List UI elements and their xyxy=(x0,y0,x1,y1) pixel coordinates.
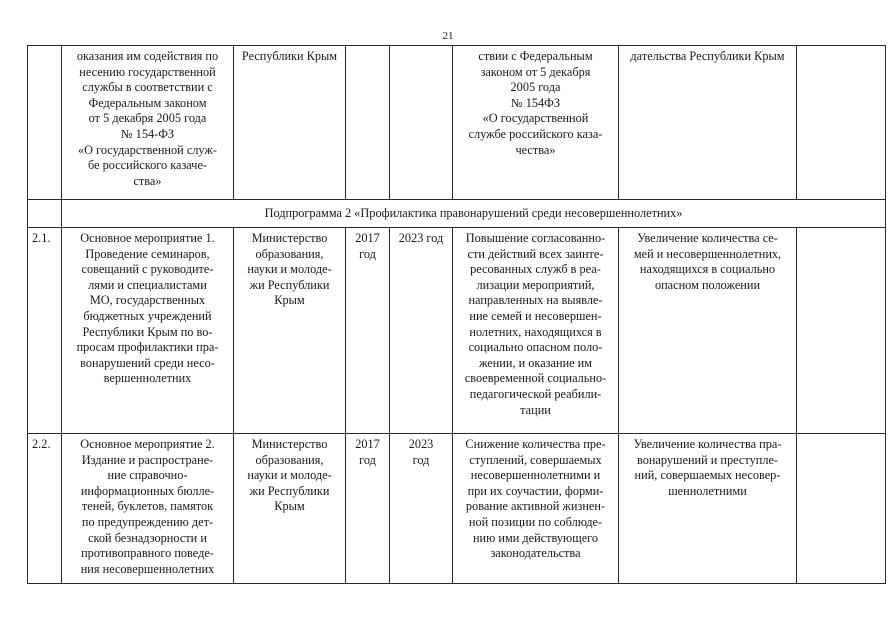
table-row xyxy=(28,228,886,434)
extra-cell xyxy=(797,434,886,584)
activity-cell: Основное мероприятие 2. Издание и распростране- ние справочно- информационных бюлле- теней, буклетов, памяток по предупреждению дет- ской безнадзорности и противоправного поведе- ния несовершеннолетних xyxy=(62,434,234,584)
subprogram-row xyxy=(28,200,886,228)
end-year-cell: 2023 год xyxy=(390,434,453,584)
row-number-cell: 2.2. xyxy=(28,434,62,584)
executor-cell: Министерство образования, науки и молоде- жи Республики Крым xyxy=(234,228,346,434)
indicator-cell: Увеличение количества се- мей и несовершеннолетних, находящихся в социально опасном положении xyxy=(619,228,797,434)
start-year-cell: 2017 год xyxy=(346,434,390,584)
result-cell: Повышение согласованно- сти действий всех заинте- ресованных служб в реа- лизации мероприятий, направленных на выявле- ние семей и несовершен- нолетних, находящихся в социально опасном поло- жении, и оказание им своевременной социально- педагогической реабили- тации xyxy=(453,228,619,434)
table-row xyxy=(28,434,886,584)
extra-cell xyxy=(797,46,886,200)
activity-cell: Основное мероприятие 1. Проведение семинаров, совещаний с руководите- лями и специалистами МО, государственных бюджетных учреждений Республики Крым по во- просам профилактики пра- вонарушений среди несо- вершеннолетних xyxy=(62,228,234,434)
result-cell: ствии с Федеральным законом от 5 декабря 2005 года № 154ФЗ «О государственной службе российского каза- чества» xyxy=(453,46,619,200)
executor-cell: Республики Крым xyxy=(234,46,346,200)
subprogram-title: Подпрограмма 2 «Профилактика правонарушений среди несовершеннолетних» xyxy=(62,200,886,228)
page-number: 21 xyxy=(442,30,454,42)
indicator-cell: Увеличение количества пра- вонарушений и преступле- ний, совершаемых несовер- шеннолетними xyxy=(619,434,797,584)
row-number-cell xyxy=(28,200,62,228)
row-number-cell: 2.1. xyxy=(28,228,62,434)
start-year-cell: 2017 год xyxy=(346,228,390,434)
result-cell: Снижение количества пре- ступлений, совершаемых несовершеннолетними и при их соучастии, форми- рование активной жизнен- ной позиции по соблюде- нию ими действующего законодательства xyxy=(453,434,619,584)
row-number-cell xyxy=(28,46,62,200)
activity-cell: оказания им содействия по несению государственной службы в соответствии с Федеральным законом от 5 декабря 2005 года № 154-ФЗ «О государственной служ- бе российского казачe- ства» xyxy=(62,46,234,200)
start-year-cell xyxy=(346,46,390,200)
program-activities-table xyxy=(27,45,886,584)
indicator-cell: дательства Республики Крым xyxy=(619,46,797,200)
executor-cell: Министерство образования, науки и молоде- жи Республики Крым xyxy=(234,434,346,584)
end-year-cell xyxy=(390,46,453,200)
continuation-row xyxy=(28,46,886,200)
extra-cell xyxy=(797,228,886,434)
end-year-cell: 2023 год xyxy=(390,228,453,434)
